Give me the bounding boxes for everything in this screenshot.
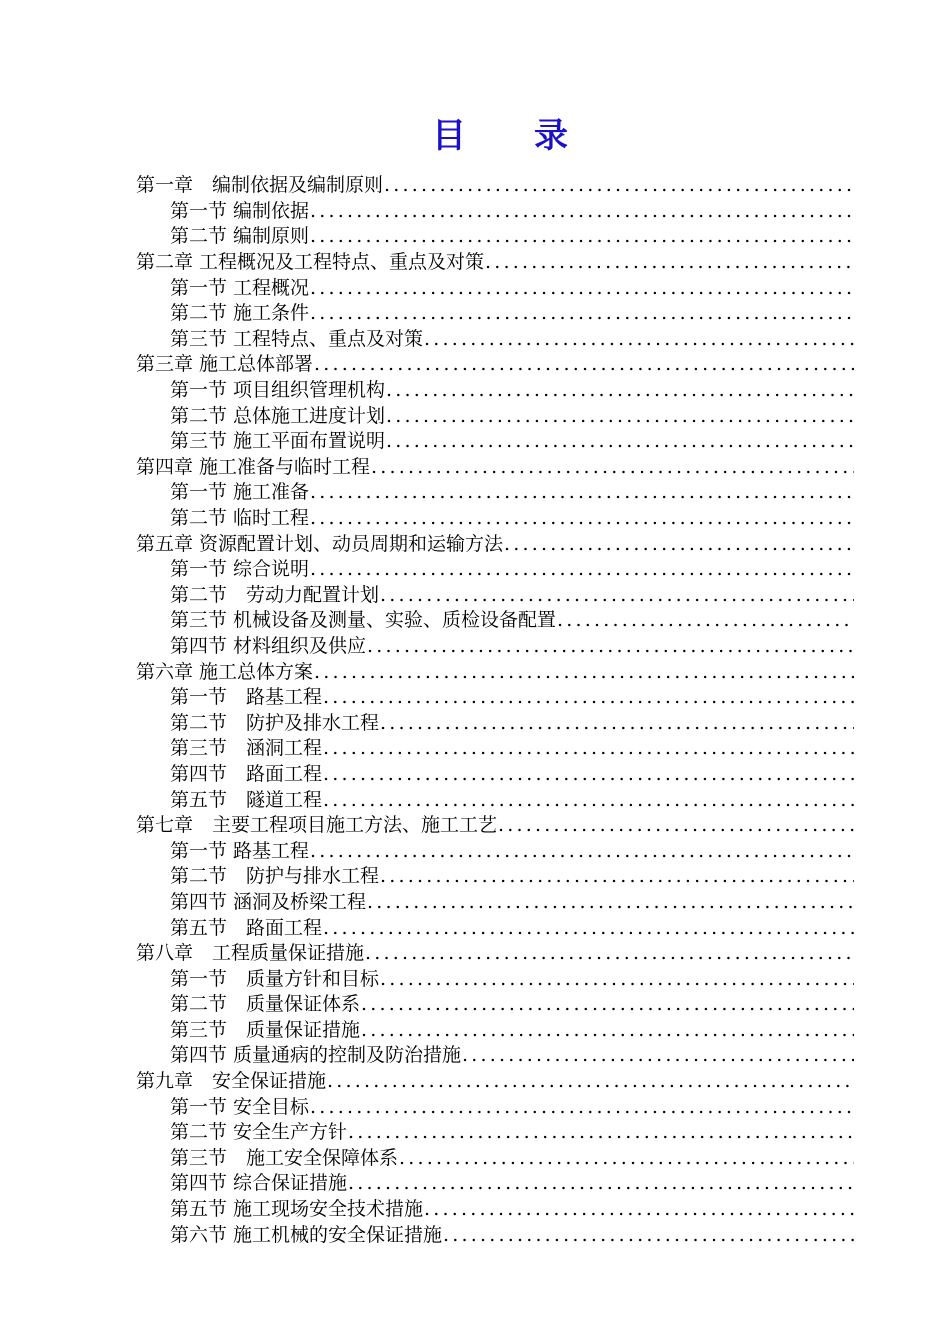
toc-entry-label: 第二节 质量保证体系 <box>170 993 361 1016</box>
toc-section-entry[interactable] <box>0 1094 950 1120</box>
toc-entry-label: 第四节 综合保证措施 <box>170 1172 348 1195</box>
toc-entry-label: 第一节 编制依据 <box>170 199 310 222</box>
toc-dot-leader <box>310 224 854 249</box>
toc-entry-label: 第二章 工程概况及工程特点、重点及对策 <box>136 251 485 274</box>
toc-section-entry[interactable] <box>0 915 950 941</box>
toc-dot-leader <box>310 301 854 326</box>
toc-section-entry[interactable] <box>0 275 950 301</box>
toc-entry-label: 第二节 编制原则 <box>170 225 310 248</box>
toc-dot-leader <box>557 608 854 633</box>
toc-dot-leader <box>314 352 854 377</box>
toc-entry-label: 第三节 施工平面布置说明 <box>170 430 386 453</box>
toc-entry-label: 第四节 材料组织及供应 <box>170 634 367 657</box>
toc-entry-label: 第三节 质量保证措施 <box>170 1018 361 1041</box>
toc-section-entry[interactable] <box>0 1120 950 1146</box>
toc-section-entry[interactable] <box>0 1197 950 1223</box>
toc-entry-label: 第三章 施工总体部署 <box>136 353 314 376</box>
toc-dot-leader <box>310 199 854 224</box>
toc-dot-leader <box>380 583 854 608</box>
toc-dot-leader <box>367 634 854 659</box>
toc-entry-label: 第二节 劳动力配置计划 <box>170 583 380 606</box>
toc-entry-label: 第四节 质量通病的控制及防治措施 <box>170 1044 462 1067</box>
toc-section-entry[interactable] <box>0 1171 950 1197</box>
toc-dot-leader <box>384 173 854 198</box>
toc-dot-leader <box>327 1069 854 1094</box>
toc-section-entry[interactable] <box>0 966 950 992</box>
toc-dot-leader <box>310 839 854 864</box>
toc-chapter-entry[interactable] <box>0 659 950 685</box>
toc-dot-leader <box>443 1223 854 1248</box>
toc-section-entry[interactable] <box>0 736 950 762</box>
toc-dot-leader <box>310 480 854 505</box>
toc-dot-leader <box>365 941 854 966</box>
toc-section-entry[interactable] <box>0 1222 950 1248</box>
toc-entry-label: 第三节 工程特点、重点及对策 <box>170 327 424 350</box>
toc-dot-leader <box>399 1146 854 1171</box>
toc-dot-leader <box>424 327 854 352</box>
toc-entry-label: 第八章 工程质量保证措施 <box>136 942 365 965</box>
toc-section-entry[interactable] <box>0 480 950 506</box>
toc-entry-label: 第二节 防护及排水工程 <box>170 711 380 734</box>
toc-section-entry[interactable] <box>0 224 950 250</box>
toc-section-entry[interactable] <box>0 1146 950 1172</box>
toc-entry-label: 第六节 施工机械的安全保证措施 <box>170 1223 443 1246</box>
toc-section-entry[interactable] <box>0 378 950 404</box>
toc-entry-label: 第五节 施工现场安全技术措施 <box>170 1198 424 1221</box>
page-title: 目 录 <box>432 116 568 156</box>
toc-dot-leader <box>380 967 854 992</box>
toc-entry-label: 第六章 施工总体方案 <box>136 660 314 683</box>
toc-entry-label: 第四节 路面工程 <box>170 762 323 785</box>
toc-dot-leader <box>498 813 854 838</box>
toc-entry-label: 第二节 防护与排水工程 <box>170 865 380 888</box>
toc-dot-leader <box>386 404 854 429</box>
toc-dot-leader <box>348 1171 854 1196</box>
toc-section-entry[interactable] <box>0 199 950 225</box>
toc-section-entry[interactable] <box>0 1043 950 1069</box>
toc-entry-label: 第二节 安全生产方针 <box>170 1121 348 1144</box>
toc-entry-label: 第一节 路基工程 <box>170 839 310 862</box>
toc-section-entry[interactable] <box>0 890 950 916</box>
toc-entry-label: 第一节 工程概况 <box>170 276 310 299</box>
toc-dot-leader <box>310 276 854 301</box>
toc-dot-leader <box>361 1018 854 1043</box>
toc-section-entry[interactable] <box>0 992 950 1018</box>
toc-entry-label: 第四节 涵洞及桥梁工程 <box>170 890 367 913</box>
toc-dot-leader <box>314 660 854 685</box>
toc-dot-leader <box>323 685 854 710</box>
toc-dot-leader <box>361 992 854 1017</box>
toc-chapter-entry[interactable] <box>0 455 950 481</box>
toc-dot-leader <box>323 916 854 941</box>
toc-entry-label: 第七章 主要工程项目施工方法、施工工艺 <box>136 814 498 837</box>
toc-dot-leader <box>371 455 854 480</box>
toc-section-entry[interactable] <box>0 864 950 890</box>
toc-chapter-entry[interactable] <box>0 1069 950 1095</box>
toc-dot-leader <box>386 378 854 403</box>
toc-entry-label: 第三节 涵洞工程 <box>170 737 323 760</box>
toc-entry-label: 第四章 施工准备与临时工程 <box>136 455 371 478</box>
toc-entry-label: 第一节 施工准备 <box>170 481 310 504</box>
toc-entry-label: 第五章 资源配置计划、动员周期和运输方法 <box>136 532 504 555</box>
toc-entry-label: 第一节 路基工程 <box>170 686 323 709</box>
toc-section-entry[interactable] <box>0 583 950 609</box>
toc-dot-leader <box>310 506 854 531</box>
toc-entry-label: 第五节 隧道工程 <box>170 788 323 811</box>
toc-section-entry[interactable] <box>0 838 950 864</box>
toc-dot-leader <box>424 1197 854 1222</box>
toc-entry-label: 第五节 路面工程 <box>170 916 323 939</box>
toc-section-entry[interactable] <box>0 1018 950 1044</box>
toc-entry-label: 第三节 施工安全保障体系 <box>170 1146 399 1169</box>
toc-section-entry[interactable] <box>0 429 950 455</box>
toc-entry-label: 第一章 编制依据及编制原则 <box>136 174 384 197</box>
toc-dot-leader <box>310 1095 854 1120</box>
toc-dot-leader <box>323 736 854 761</box>
toc-chapter-entry[interactable] <box>0 813 950 839</box>
toc-dot-leader <box>323 762 854 787</box>
toc-dot-leader <box>386 429 854 454</box>
toc-section-entry[interactable] <box>0 403 950 429</box>
toc-section-entry[interactable] <box>0 608 950 634</box>
toc-dot-leader <box>485 250 854 275</box>
toc-section-entry[interactable] <box>0 301 950 327</box>
toc-entry-label: 第二节 临时工程 <box>170 507 310 530</box>
toc-entry-label: 第九章 安全保证措施 <box>136 1070 327 1093</box>
toc-dot-leader <box>462 1043 854 1068</box>
toc-dot-leader <box>367 890 854 915</box>
toc-section-entry[interactable] <box>0 557 950 583</box>
toc-section-entry[interactable] <box>0 634 950 660</box>
toc-entry-label: 第一节 综合说明 <box>170 558 310 581</box>
toc-dot-leader <box>504 532 854 557</box>
toc-chapter-entry[interactable] <box>0 531 950 557</box>
toc-dot-leader <box>310 557 854 582</box>
toc-entry-label: 第一节 安全目标 <box>170 1095 310 1118</box>
toc-dot-leader <box>380 864 854 889</box>
toc-section-entry[interactable] <box>0 762 950 788</box>
table-of-contents <box>0 173 950 1248</box>
toc-chapter-entry[interactable] <box>0 352 950 378</box>
toc-section-entry[interactable] <box>0 710 950 736</box>
toc-dot-leader <box>380 711 854 736</box>
toc-dot-leader <box>348 1120 854 1145</box>
toc-entry-label: 第二节 施工条件 <box>170 302 310 325</box>
toc-entry-label: 第一节 质量方针和目标 <box>170 967 380 990</box>
toc-entry-label: 第三节 机械设备及测量、实验、质检设备配置 <box>170 609 557 632</box>
toc-dot-leader <box>323 788 854 813</box>
toc-chapter-entry[interactable] <box>0 941 950 967</box>
toc-section-entry[interactable] <box>0 787 950 813</box>
toc-entry-label: 第二节 总体施工进度计划 <box>170 404 386 427</box>
toc-section-entry[interactable] <box>0 506 950 532</box>
toc-chapter-entry[interactable] <box>0 173 950 199</box>
toc-section-entry[interactable] <box>0 327 950 353</box>
toc-chapter-entry[interactable] <box>0 250 950 276</box>
toc-entry-label: 第一节 项目组织管理机构 <box>170 379 386 402</box>
toc-section-entry[interactable] <box>0 685 950 711</box>
